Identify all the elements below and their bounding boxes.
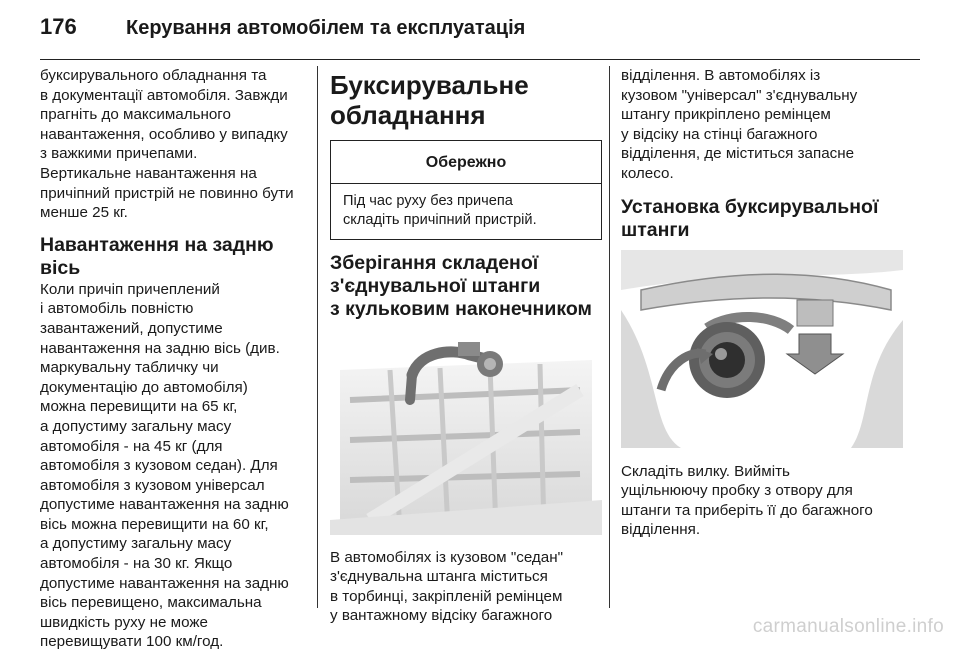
column-3 [621, 66, 911, 540]
text-line: штангу прикріплено ремінцем [621, 106, 831, 124]
text-line: колесо. [621, 164, 674, 182]
paragraph-rear-axle [40, 280, 302, 652]
text-line: причіпний пристрій не повинно бути [40, 184, 294, 202]
text-line: можна перевищити на 65 кг, [40, 398, 238, 416]
text-line: Складіть вилку. Вийміть [621, 462, 790, 480]
text-line: перевищувати 100 км/год. [40, 633, 224, 651]
heading-line: Установка буксирувальної [621, 195, 879, 218]
text-line: ущільнюючу пробку з отвору для [621, 482, 853, 500]
text-line: вісь перевищено, максимальна [40, 594, 262, 612]
text-line: навантаження на задню вісь (див. [40, 339, 280, 357]
column-divider [317, 66, 318, 608]
column-2 [330, 66, 602, 626]
header-rule [40, 59, 920, 60]
chapter-title: Керування автомобілем та експлуатація [126, 17, 526, 39]
heading-line: з'єднувальної штанги [330, 274, 541, 297]
text-line: прагніть до максимального [40, 106, 231, 124]
text-line: допустиме навантаження на задню [40, 574, 289, 592]
text-line: відділення, де міститься запасне [621, 145, 855, 163]
towbar-installation-illustration [621, 250, 903, 448]
storage-caption [330, 548, 602, 626]
page-number: 176 [40, 14, 77, 39]
heading-line: Зберігання складеної [330, 251, 539, 274]
page-header [40, 14, 525, 48]
text-line: Коли причіп причеплений [40, 280, 220, 298]
text-line: у відсіку на стінці багажного [621, 125, 818, 143]
text-line: кузовом "універсал" з'єднувальну [621, 86, 858, 104]
text-line: допустиме навантаження на задню [40, 496, 289, 514]
paragraph-storage-cont [621, 66, 911, 184]
text-line: завантажений, допустиме [40, 319, 223, 337]
section-title-line: Буксирувальне [330, 70, 529, 100]
installation-caption [621, 462, 911, 540]
text-line: швидкість руху не може [40, 613, 208, 631]
storage-heading [330, 252, 602, 321]
text-line: з важкими причепами. [40, 145, 198, 163]
text-line: складіть причіпний пристрій. [343, 211, 537, 228]
text-line: буксирувального обладнання та [40, 67, 267, 84]
text-line: Вертикальне навантаження на [40, 164, 257, 182]
text-line: маркувальну табличку чи [40, 359, 219, 377]
section-title [330, 70, 602, 130]
column-divider [609, 66, 610, 608]
paragraph-coupling-load [40, 66, 302, 223]
section-title-line: обладнання [330, 100, 486, 130]
text-line: відділення. [621, 521, 701, 539]
text-line: відділення. В автомобілях із [621, 67, 821, 84]
installation-heading [621, 196, 911, 242]
text-line: автомобіля - на 30 кг. Якщо [40, 555, 233, 573]
text-line: а допустиму загальну масу [40, 417, 232, 435]
text-line: у вантажному відсіку багажного [330, 607, 553, 625]
text-line: вісь можна перевищити на 60 кг, [40, 515, 269, 533]
text-line: автомобіля - на 45 кг (для [40, 437, 223, 455]
text-line: а допустиму загальну масу [40, 535, 232, 553]
text-line: з'єднувальна штанга міститься [330, 568, 548, 586]
towbar-storage-illustration [330, 330, 602, 535]
text-line: в торбинці, закріпленій ремінцем [330, 587, 563, 605]
text-line: автомобіля з кузовом седан). Для [40, 457, 278, 475]
text-line: документацію до автомобіля) [40, 378, 248, 396]
warning-box [330, 140, 602, 240]
text-line: навантаження, особливо у випадку [40, 125, 288, 143]
text-line: менше 25 кг. [40, 204, 128, 222]
text-line: штанги та приберіть її до багажного [621, 501, 873, 519]
text-line: В автомобілях із кузовом "седан" [330, 548, 564, 566]
heading-line: штанги [621, 218, 690, 241]
text-line: автомобіля з кузовом універсал [40, 476, 265, 494]
rear-axle-heading: Навантаження на задню вісь [40, 233, 274, 279]
heading-line: з кульковим наконечником [330, 297, 592, 320]
warning-title: Обережно [331, 141, 601, 184]
warning-text [331, 184, 601, 239]
text-line: і автомобіль повністю [40, 300, 194, 318]
text-line: в документації автомобіля. Завжди [40, 86, 288, 104]
column-1 [40, 66, 302, 652]
text-line: Під час руху без причепа [343, 192, 513, 209]
watermark: carmanualsonline.info [752, 616, 944, 637]
